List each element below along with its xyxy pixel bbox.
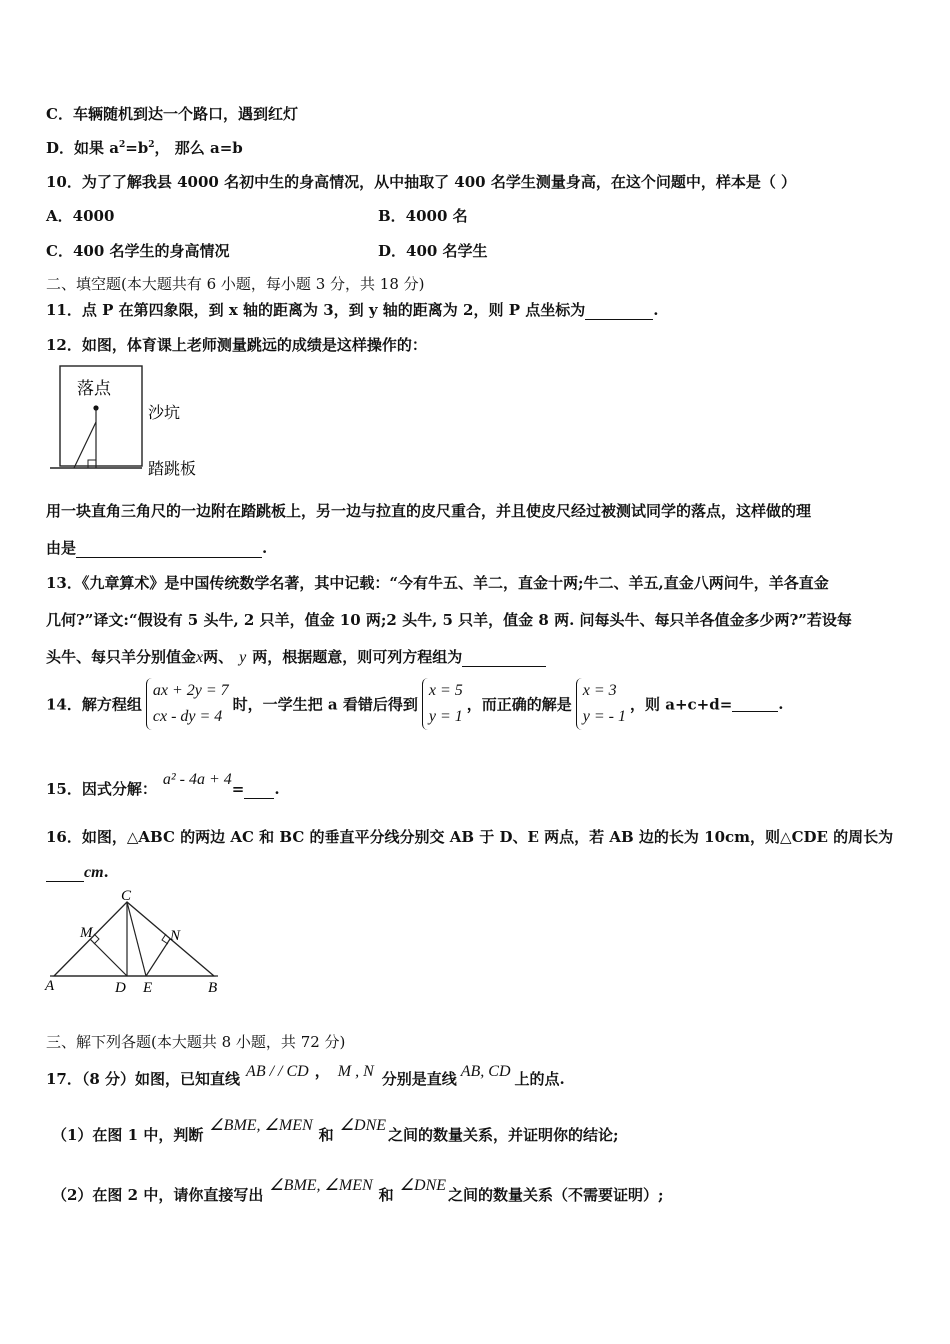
q13-line-1: 13．《九章算术》是中国传统数学名著，其中记载：“今有牛五、羊二，直金十两;牛二、羊五,直金八两问牛，羊各直金 <box>46 574 829 592</box>
label-d: D <box>115 980 126 996</box>
triangle-abc <box>54 902 214 976</box>
q15: 15．因式分解：a² - 4a + 4= . <box>46 771 280 798</box>
q14: 14．解方程组 ax + 2y = 7 cx - dy = 4 时，一学生把 a 看错后得到 x = 5 y = 1 ，而正确的解是 x = 3 y = - 1 ，则 a+c+d= . <box>46 678 784 730</box>
label-a: A <box>45 978 55 994</box>
q13-line-3: 头牛、每只羊分别值金x两、 y 两，根据题意，则可列方程组为 <box>46 646 546 667</box>
q12-body-1: 用一块直角三角尺的一边附在踏跳板上，另一边与拉直的皮尺重合，并且使皮尺经过被测试同学的落点，这样做的理 <box>46 502 812 520</box>
q9-option-c: C．车辆随机到达一个路口，遇到红灯 <box>46 105 298 123</box>
q11-answer-blank[interactable] <box>585 305 653 320</box>
q11: 11．点 P 在第四象限，到 x 轴的距离为 3，到 y 轴的距离为 2，则 P 点坐标为 . <box>46 301 659 319</box>
label-e: E <box>143 980 153 996</box>
q12-body-2: 由是 . <box>46 539 268 557</box>
q14-wrong-solution: x = 5 y = 1 <box>422 678 463 730</box>
perp-bisector-ne <box>146 939 170 976</box>
triangle-figure <box>42 888 232 998</box>
sandpit-label: 沙坑 <box>148 403 181 422</box>
q10-option-d: D．400 名学生 <box>378 242 488 260</box>
q12-stem: 12．如图，体育课上老师测量跳远的成绩是这样操作的： <box>46 336 427 354</box>
landing-point-label: 落点 <box>77 379 111 399</box>
takeoff-board-label: 踏跳板 <box>148 459 197 478</box>
q16-line-2: cm. <box>46 863 109 882</box>
label-b: B <box>208 980 218 996</box>
q17-stem: 17．（8 分）如图，已知直线 AB / / CD ， M , N 分别是直线 AB, CD 上的点. <box>46 1062 565 1088</box>
label-m: M <box>80 925 93 941</box>
long-jump-figure <box>44 360 224 482</box>
tape-line <box>74 422 96 468</box>
perp-bisector-md <box>90 939 127 976</box>
q15-answer-blank[interactable] <box>244 784 274 799</box>
q14-correct-solution: x = 3 y = - 1 <box>576 678 626 730</box>
segment-ce <box>127 902 146 976</box>
q17-part-2: （2）在图 2 中，请你直接写出∠BME, ∠MEN和∠DNE之间的数量关系（不需要证明）; <box>52 1177 664 1204</box>
q17-part-1: （1）在图 1 中，判断∠BME, ∠MEN和∠DNE之间的数量关系，并证明你的结论; <box>52 1117 619 1144</box>
section-3-heading: 三、解下列各题(本大题共 8 小题，共 72 分) <box>46 1033 346 1051</box>
q14-answer-blank[interactable] <box>732 697 778 712</box>
q13-answer-blank[interactable] <box>462 652 546 667</box>
q10-option-a: A．4000 <box>46 207 115 225</box>
q16-answer-blank[interactable] <box>46 867 84 882</box>
q16-line-1: 16．如图，△ABC 的两边 AC 和 BC 的垂直平分线分别交 AB 于 D、E 两点，若 AB 边的长为 10cm，则△CDE 的周长为 <box>46 828 894 846</box>
label-c: C <box>121 888 132 904</box>
label-n: N <box>170 928 181 944</box>
q10-option-c: C．400 名学生的身高情况 <box>46 242 230 260</box>
q10-stem: 10．为了了解我县 4000 名初中生的身高情况，从中抽取了 400 名学生测量身高，在这个问题中，样本是（ ） <box>46 173 797 191</box>
q13-line-2: 几何?”译文:“假设有 5 头牛, 2 只羊，值金 10 两;2 头牛, 5 只羊，值金 8 两. 问每头牛、每只羊各值金多少两?”若设每 <box>46 611 852 629</box>
q10-option-b: B．4000 名 <box>378 207 468 225</box>
q14-equation-system: ax + 2y = 7 cx - dy = 4 <box>146 678 229 730</box>
section-2-heading: 二、填空题(本大题共有 6 小题，每小题 3 分，共 18 分) <box>46 275 425 293</box>
q9-option-d: D．如果 $a^2=b^2$， 那么 a=b <box>46 139 243 157</box>
q12-answer-blank[interactable] <box>76 543 262 558</box>
